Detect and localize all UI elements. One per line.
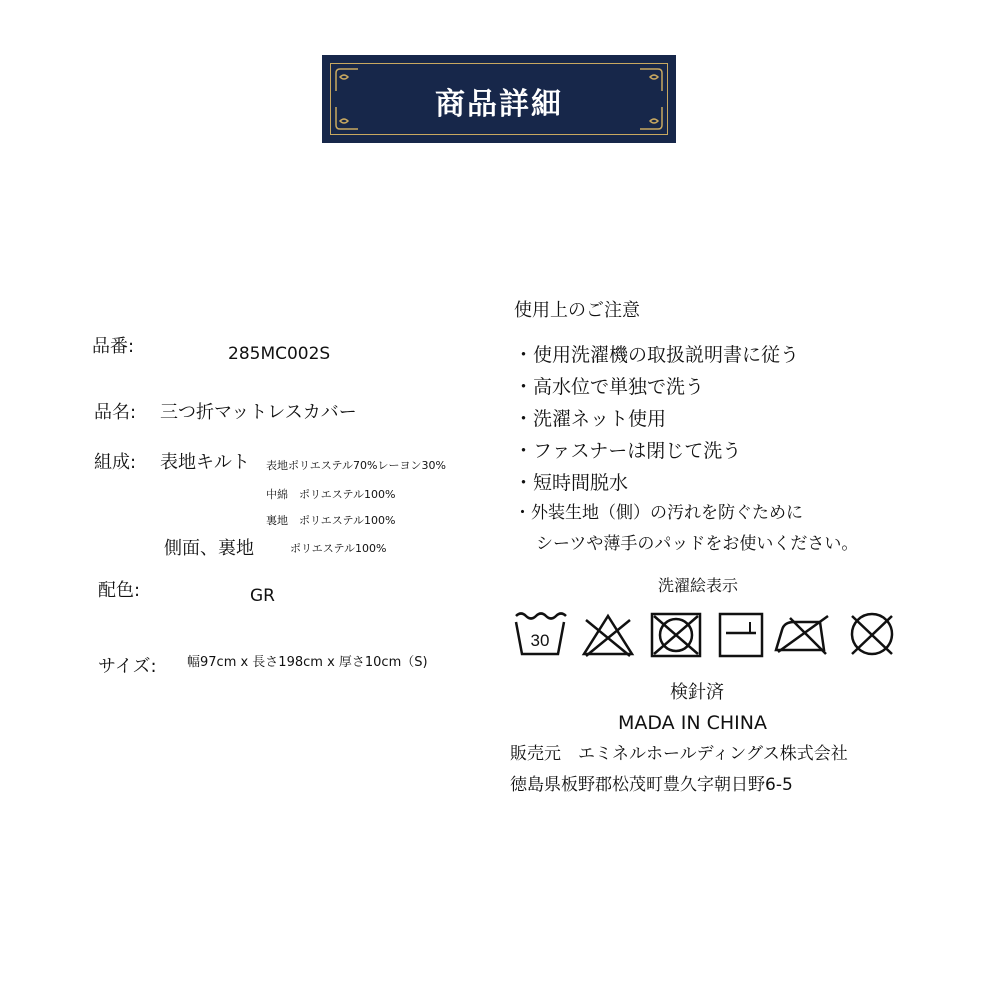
color-value: GR (250, 586, 275, 606)
line-dry-shade-icon (712, 608, 772, 660)
composition-side-detail: ポリエステル100% (290, 542, 387, 555)
composition-surface-label: 表地キルト (160, 452, 250, 473)
size-label: サイズ: (98, 656, 157, 677)
composition-filling: 中綿 ポリエステル100% (266, 488, 396, 501)
note-item: ・短時間脱水 (514, 472, 629, 494)
note-item: ・外装生地（側）の汚れを防ぐために (514, 503, 803, 523)
note-item: シーツや薄手のパッドをお使いください。 (536, 534, 859, 554)
composition-surface-detail: 表地ポリエステル70%レーヨン30% (266, 459, 446, 472)
note-item: ・ファスナーは閉じて洗う (514, 440, 742, 462)
notes-title: 使用上のご注意 (514, 300, 640, 321)
care-title: 洗濯絵表示 (658, 576, 739, 595)
hinmei-label: 品名: (94, 402, 137, 423)
no-tumble-dry-icon (646, 608, 706, 660)
note-item: ・高水位で単独で洗う (514, 376, 705, 398)
title-banner (322, 55, 676, 143)
made-in: MADA IN CHINA (618, 712, 767, 734)
hinban-label: 品番: (92, 336, 135, 357)
note-item: ・洗濯ネット使用 (514, 408, 667, 430)
composition-lining: 裏地 ポリエステル100% (266, 514, 396, 527)
address: 徳島県板野郡松茂町豊久字朝日野6-5 (510, 775, 793, 795)
note-item: ・使用洗濯機の取扱説明書に従う (514, 344, 800, 366)
no-iron-icon (772, 608, 832, 660)
size-value: 幅97cm x 長さ198cm x 厚さ10cm（S) (187, 655, 428, 670)
no-dry-clean-icon (842, 608, 902, 660)
wash-temperature: 30 (530, 631, 550, 650)
hinban-value: 285MC002S (228, 344, 331, 364)
needle-checked: 検針済 (670, 682, 724, 703)
no-bleach-icon (578, 608, 638, 660)
wash-tub-30-icon (510, 608, 570, 660)
composition-label: 組成: (94, 452, 137, 473)
seller: 販売元 エミネルホールディングス株式会社 (510, 744, 848, 764)
composition-side-label: 側面、裏地 (164, 538, 254, 559)
hinmei-value: 三つ折マットレスカバー (160, 402, 357, 423)
color-label: 配色: (98, 580, 141, 601)
page-title: 商品詳細 (435, 87, 563, 122)
